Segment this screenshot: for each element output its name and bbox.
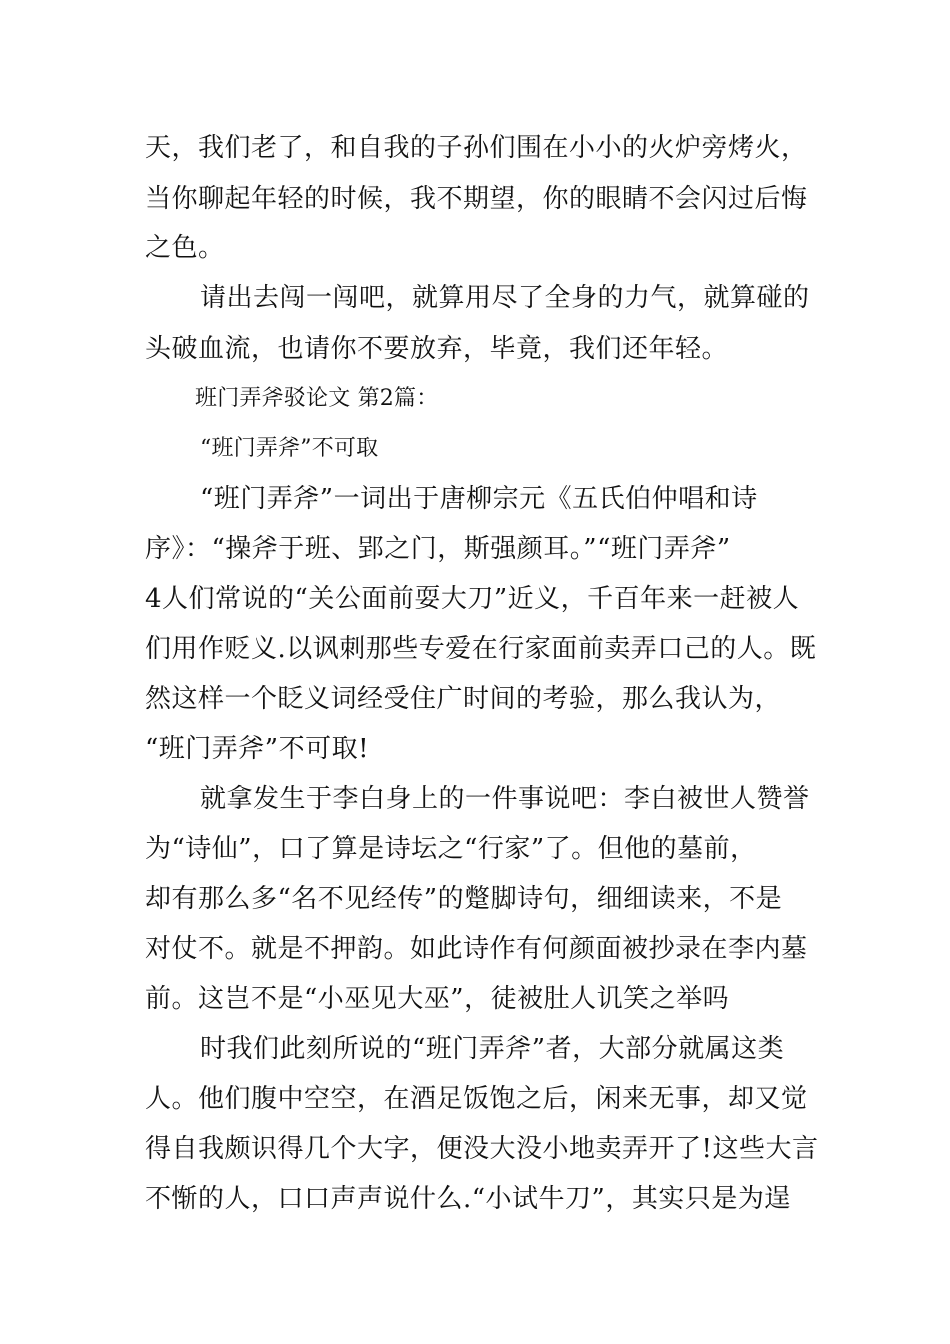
text-line: 当你聊起年轻的时候，我不期望，你的眼睛不会闪过后悔 bbox=[145, 184, 808, 214]
text-line: 们用作贬义.以讽刺那些专爱在行家面前卖弄口己的人。既 bbox=[145, 634, 817, 664]
text-line: 前。这岂不是“小巫见大巫”，徒被肚人讥笑之举吗 bbox=[145, 984, 730, 1014]
section-heading: 班门弄斧驳论文 第2篇： bbox=[195, 386, 439, 411]
text-line: 4人们常说的“关公面前耍大刀”近义，千百年来一赶被人 bbox=[145, 584, 800, 614]
article-title: “班门弄斧”不可取 bbox=[200, 436, 379, 461]
paragraph-first-line: 就拿发生于李白身上的一件事说吧：李白被世人赞誉 bbox=[200, 784, 810, 814]
text-line: 为“诗仙”，口了算是诗坛之“行家”了。但他的墓前， bbox=[145, 834, 757, 864]
text-line: 却有那么多“名不见经传”的蹩脚诗句，细细读来，不是 bbox=[145, 884, 783, 914]
text-line: 不惭的人，口口声声说什么.“小试牛刀”，其实只是为逞 bbox=[145, 1184, 791, 1214]
text-line: 对仗不。就是不押韵。如此诗作有何颜面被抄录在李内墓 bbox=[145, 934, 808, 964]
text-line: 得自我颇识得几个大字，便没大没小地卖弄开了!这些大言 bbox=[145, 1134, 819, 1164]
paragraph-first-line: 时我们此刻所说的“班门弄斧”者，大部分就属这类 bbox=[200, 1034, 785, 1064]
text-line: 序》：“操斧于班、郢之门，斯强颜耳。”“班门弄斧” bbox=[145, 534, 731, 564]
paragraph-first-line: “班门弄斧”一词出于唐柳宗元《五氏伯仲唱和诗 bbox=[200, 484, 758, 514]
paragraph-first-line: 请出去闯一闯吧，就算用尽了全身的力气，就算碰的 bbox=[200, 283, 810, 313]
text-line: 然这样一个眨义词经受住广时间的考验，那么我认为， bbox=[145, 684, 782, 714]
text-line: “班门弄斧”不可取! bbox=[145, 734, 370, 764]
text-line: 头破血流，也请你不要放弃，毕竟，我们还年轻。 bbox=[145, 334, 729, 364]
text-line: 人。他们腹中空空，在酒足饭饱之后，闲来无事，却又觉 bbox=[145, 1084, 808, 1114]
text-line: 天，我们老了，和自我的子孙们围在小小的火炉旁烤火， bbox=[145, 133, 808, 163]
text-line: 之色。 bbox=[145, 233, 225, 263]
